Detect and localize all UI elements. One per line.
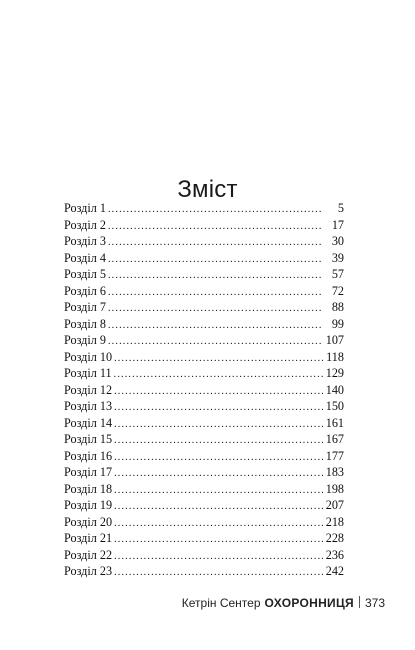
- dot-leader: [108, 202, 323, 219]
- dot-leader: [108, 301, 323, 318]
- toc-entry-label: Розділ 6: [64, 283, 106, 298]
- toc-entry-page-number: 88: [331, 300, 344, 314]
- toc-entry[interactable]: [64, 349, 344, 366]
- dot-leader: [114, 483, 323, 500]
- toc-entry[interactable]: [64, 431, 344, 448]
- dot-leader: [114, 516, 323, 533]
- toc-entry-page-number: 167: [325, 432, 344, 446]
- dot-leader: [114, 433, 323, 450]
- toc-entry[interactable]: [64, 299, 344, 316]
- toc-entry-page-number: 129: [325, 366, 344, 380]
- toc-entry-label: Розділ 20: [64, 514, 113, 529]
- dot-leader: [108, 268, 323, 285]
- dot-leader: [108, 235, 323, 252]
- dot-leader: [114, 417, 323, 434]
- toc-entry-label: Розділ 16: [64, 448, 113, 463]
- toc-entry-page-number: 118: [326, 349, 344, 364]
- toc-entry-label: Розділ 9: [64, 333, 106, 347]
- dot-leader: [114, 549, 323, 566]
- toc-entry-label: Розділ 17: [64, 465, 113, 479]
- running-footer: [182, 595, 385, 610]
- toc-entry-page-number: 57: [331, 267, 344, 281]
- toc-entry[interactable]: [64, 563, 344, 580]
- toc-entry-page-number: 236: [325, 547, 344, 562]
- toc-entry-page-number: 5: [337, 201, 344, 215]
- page-title: Зміст: [177, 176, 238, 204]
- toc-entry-label: Розділ 5: [64, 267, 106, 281]
- dot-leader: [108, 334, 323, 351]
- toc-entry[interactable]: [64, 365, 344, 382]
- toc-entry[interactable]: [64, 266, 344, 283]
- toc-entry-page-number: 228: [325, 531, 344, 545]
- toc-entry-label: Розділ 2: [64, 217, 106, 232]
- footer-separator: [359, 596, 360, 608]
- dot-leader: [114, 400, 323, 417]
- toc-entry-label: Розділ 12: [64, 382, 113, 397]
- toc-entry[interactable]: [64, 382, 344, 399]
- toc-entry[interactable]: [64, 332, 344, 349]
- toc-entry-label: Розділ 21: [64, 531, 113, 545]
- toc-entry-label: Розділ 8: [64, 316, 106, 331]
- toc-entry[interactable]: [64, 547, 344, 564]
- toc-entry-label: Розділ 10: [64, 349, 113, 364]
- toc-entry-page-number: 17: [331, 217, 344, 232]
- toc-entry[interactable]: [64, 200, 344, 217]
- table-of-contents: [64, 200, 344, 580]
- dot-leader: [108, 219, 323, 236]
- toc-entry[interactable]: [64, 448, 344, 465]
- toc-entry-label: Розділ 18: [64, 481, 113, 496]
- toc-entry-label: Розділ 1: [64, 201, 106, 215]
- toc-entry-page-number: 107: [325, 333, 344, 347]
- toc-entry-page-number: 177: [325, 448, 344, 463]
- toc-entry[interactable]: [64, 530, 344, 547]
- dot-leader: [114, 565, 323, 582]
- dot-leader: [114, 499, 323, 516]
- toc-entry-page-number: 198: [325, 481, 344, 496]
- dot-leader: [108, 318, 323, 335]
- toc-entry-page-number: 218: [325, 514, 344, 529]
- toc-entry-page-number: 242: [325, 564, 344, 578]
- dot-leader: [114, 351, 323, 368]
- toc-entry[interactable]: [64, 283, 344, 300]
- toc-entry-page-number: 140: [325, 382, 344, 397]
- footer-book-title: ОХОРОННИЦЯ: [264, 596, 354, 610]
- toc-entry[interactable]: [64, 217, 344, 234]
- toc-entry[interactable]: [64, 398, 344, 415]
- toc-entry-label: Розділ 15: [64, 432, 113, 446]
- dot-leader: [114, 466, 323, 483]
- toc-entry-page-number: 72: [331, 283, 344, 298]
- toc-entry-label: Розділ 19: [64, 498, 113, 512]
- toc-entry[interactable]: [64, 233, 344, 250]
- toc-entry[interactable]: [64, 415, 344, 432]
- toc-entry[interactable]: [64, 514, 344, 531]
- dot-leader: [114, 532, 323, 549]
- toc-entry-label: Розділ 4: [64, 250, 106, 265]
- toc-entry[interactable]: [64, 481, 344, 498]
- footer-page-number: 373: [364, 596, 385, 610]
- dot-leader: [108, 285, 323, 302]
- toc-entry-page-number: 207: [325, 498, 344, 512]
- dot-leader: [114, 367, 323, 384]
- toc-entry-page-number: 161: [325, 415, 344, 430]
- toc-entry[interactable]: [64, 464, 344, 481]
- toc-entry-label: Розділ 7: [64, 300, 106, 314]
- toc-entry-label: Розділ 22: [64, 547, 113, 562]
- toc-entry-page-number: 150: [325, 399, 344, 413]
- dot-leader: [114, 384, 323, 401]
- toc-entry[interactable]: [64, 250, 344, 267]
- toc-entry-page-number: 39: [331, 250, 344, 265]
- toc-entry-page-number: 30: [331, 234, 344, 248]
- toc-entry-label: Розділ 3: [64, 234, 106, 248]
- toc-entry-page-number: 183: [325, 465, 344, 479]
- toc-entry-page-number: 99: [331, 316, 344, 331]
- toc-entry-label: Розділ 11: [64, 366, 112, 380]
- toc-entry[interactable]: [64, 316, 344, 333]
- dot-leader: [108, 252, 323, 269]
- toc-entry-label: Розділ 13: [64, 399, 113, 413]
- toc-entry-label: Розділ 14: [64, 415, 113, 430]
- footer-author: Кетрін Сентер: [181, 596, 261, 610]
- toc-entry-label: Розділ 23: [64, 564, 113, 578]
- dot-leader: [114, 450, 323, 467]
- toc-entry[interactable]: [64, 497, 344, 514]
